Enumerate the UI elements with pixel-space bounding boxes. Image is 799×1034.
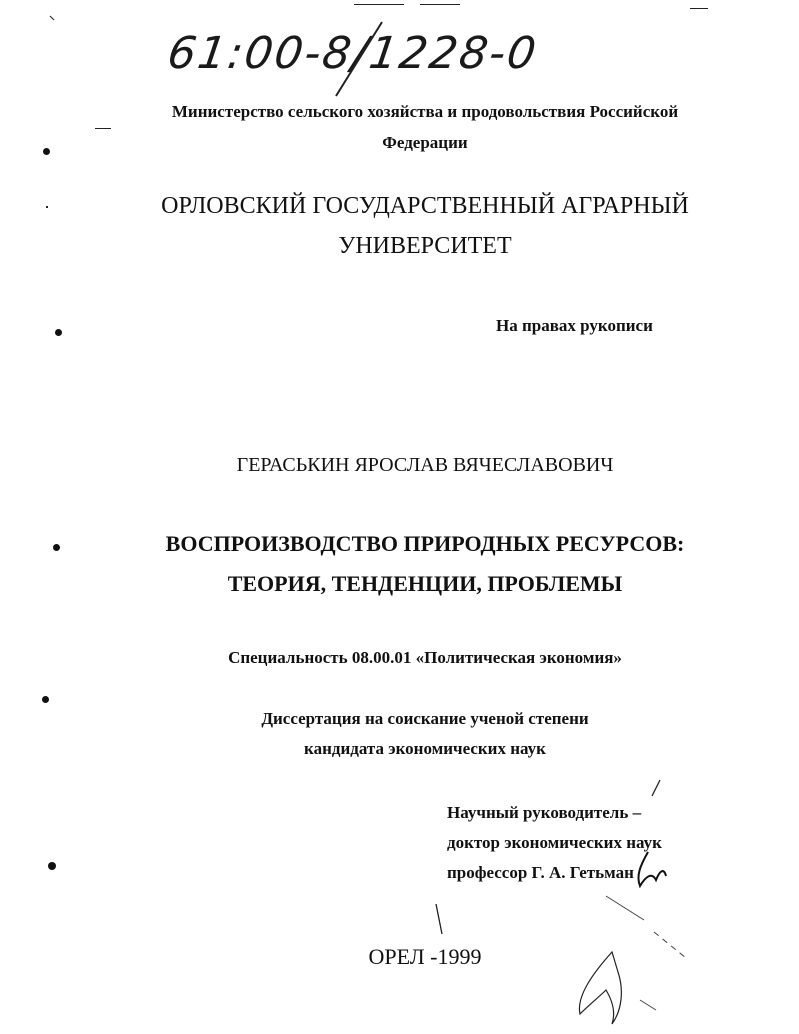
supervisor-line-3: профессор Г. А. Гетьман [447,863,634,882]
pencil-tick [652,780,660,796]
author-name: ГЕРАСЬКИН ЯРОСЛАВ ВЯЧЕСЛАВОВИЧ [236,454,614,476]
signature-tail [606,896,644,920]
supervisor-signature [638,852,666,886]
specialty-line: Специальность 08.00.01 «Политическая экономия» [228,648,622,667]
ministry-line-2: Федерации [382,133,468,152]
supervisor-line-1: Научный руководитель – [447,803,642,822]
city-year: ОРЕЛ -1999 [368,944,482,969]
sketch-mark [579,952,621,1024]
title-line-1: ВОСПРОИЗВОДСТВО ПРИРОДНЫХ РЕСУРСОВ: [165,531,685,556]
corner-mark [50,16,54,20]
university-line-1: ОРЛОВСКИЙ ГОСУДАРСТВЕННЫЙ АГРАРНЫЙ [161,193,689,219]
ministry-line-1: Министерство сельского хозяйства и продовольствия Российской [171,102,679,121]
code-slash-stroke [336,22,382,96]
signature-tail [654,932,686,958]
manuscript-rights-note: На правах рукописи [496,316,653,335]
degree-line-2: кандидата экономических наук [304,739,546,758]
supervisor-line-2: доктор экономических наук [447,833,662,852]
sketch-mark [640,1000,656,1010]
archive-code-handwritten: 61:00-8/1228-0 [164,28,541,79]
title-line-2: ТЕОРИЯ, ТЕНДЕНЦИИ, ПРОБЛЕМЫ [227,571,623,596]
university-line-2: УНИВЕРСИТЕТ [338,233,512,259]
pencil-tick [436,904,442,934]
degree-line-1: Диссертация на соискание ученой степени [261,709,589,728]
